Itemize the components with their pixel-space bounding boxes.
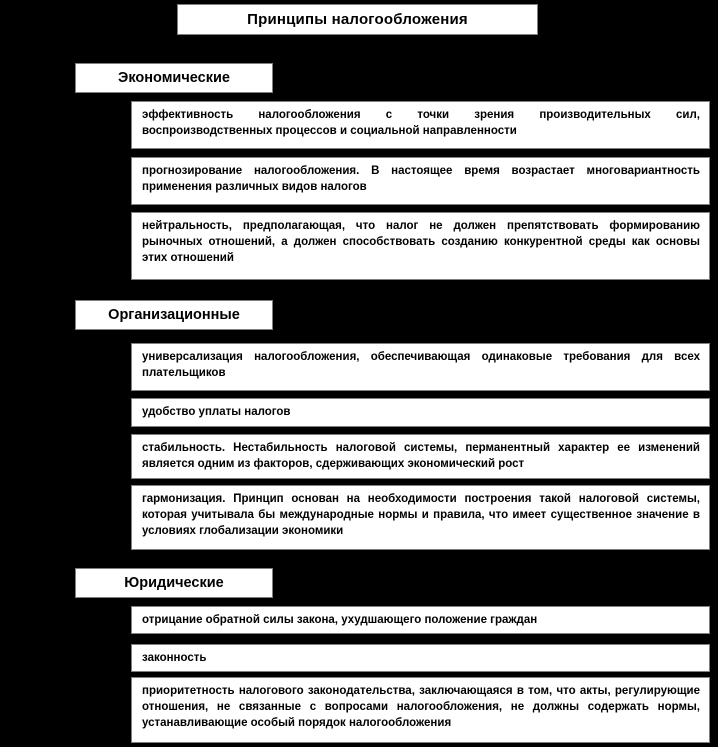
principle-box-no-retroactivity: отрицание обратной силы закона, ухудшающего положение граждан: [131, 606, 710, 634]
principle-box-forecasting: прогнозирование налогообложения. В настоящее время возрастает многовариантность применения различных видов налогов: [131, 157, 710, 205]
principle-box-stability: стабильность. Нестабильность налоговой системы, перманентный характер ее изменений является одним из факторов, сдерживающих экономический рост: [131, 434, 710, 479]
principle-box-universalization: универсализация налогообложения, обеспечивающая одинаковые требования для всех плательщиков: [131, 343, 710, 391]
principle-box-legality: законность: [131, 644, 710, 672]
principle-box-effectiveness: эффективность налогообложения с точки зрения производительных сил, воспроизводственных процессов и социальной направленности: [131, 101, 710, 149]
principle-box-convenience: удобство уплаты налогов: [131, 398, 710, 427]
principle-box-neutrality: нейтральность, предполагающая, что налог не должен препятствовать формированию рыночных отношений, а должен способствовать созданию конкурентной среды как основы этих отношений: [131, 212, 710, 280]
principle-box-harmonization: гармонизация. Принцип основан на необходимости построения такой налоговой системы, которая учитывала бы международные нормы и правила, что имеет существенное значение в условиях глобализации экономики: [131, 485, 710, 550]
diagram-title: Принципы налогообложения: [177, 4, 538, 35]
section-label-organizational: Организационные: [75, 300, 273, 330]
section-label-economic: Экономические: [75, 63, 273, 93]
section-label-legal: Юридические: [75, 568, 273, 598]
principle-box-tax-law-priority: приоритетность налогового законодательства, заключающаяся в том, что акты, регулирующие отношения, не связанные с вопросами налогообложения, не должны содержать нормы, устанавливающие особый порядок налогообложения: [131, 677, 710, 743]
